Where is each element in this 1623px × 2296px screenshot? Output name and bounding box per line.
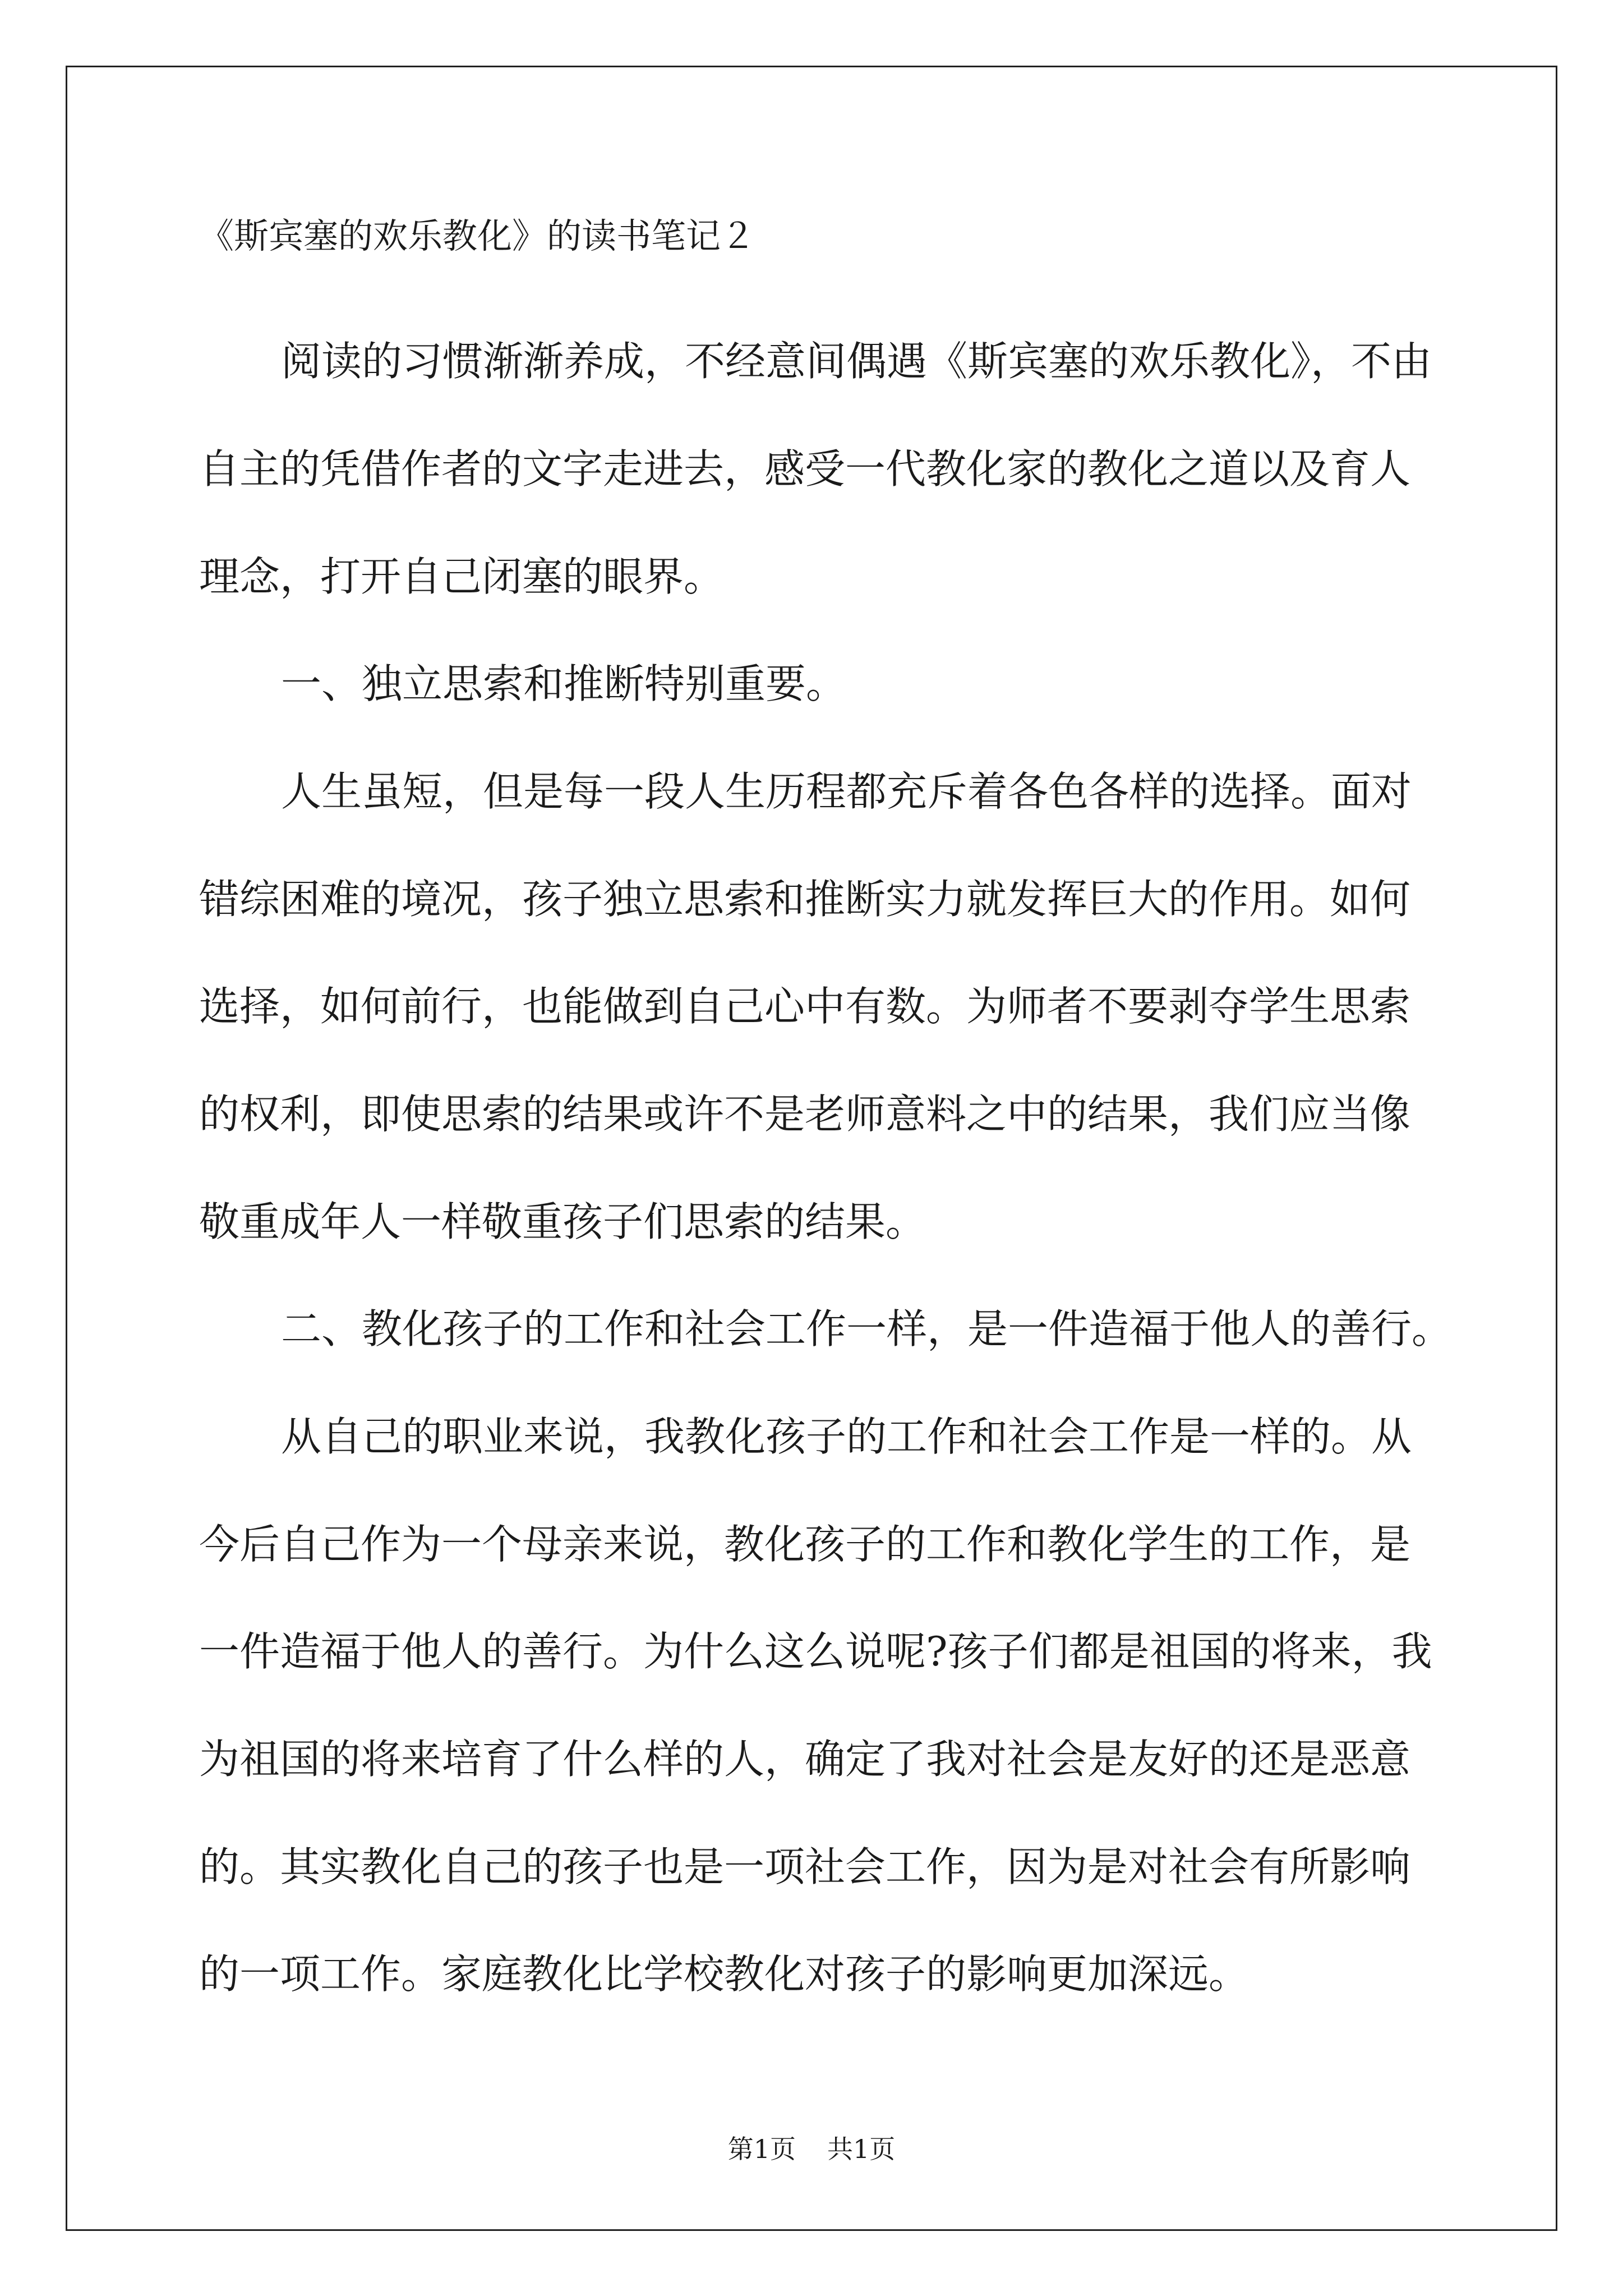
paragraph-line: 的。其实教化自己的孩子也是一项社会工作，因为是对社会有所影响	[199, 1843, 1411, 1890]
paragraph-line: 的一项工作。家庭教化比学校教化对孩子的影响更加深远。	[199, 1950, 1249, 1998]
page-border	[66, 66, 1557, 2231]
section-heading: 二、教化孩子的工作和社会工作一样，是一件造福于他人的善行。	[281, 1305, 1453, 1352]
paragraph-line: 敬重成年人一样敬重孩子们思索的结果。	[199, 1198, 926, 1245]
paragraph-line: 人生虽短，但是每一段人生历程都充斥着各色各样的选择。面对	[281, 768, 1412, 815]
page-number: 第1页	[727, 2134, 796, 2164]
paragraph-line: 为祖国的将来培育了什么样的人，确定了我对社会是友好的还是恶意	[199, 1736, 1411, 1783]
paragraph-line: 一件造福于他人的善行。为什么这么说呢?孩子们都是祖国的将来，我	[199, 1628, 1432, 1675]
page-footer	[0, 2136, 1623, 2162]
paragraph-line: 理念，打开自己闭塞的眼界。	[199, 553, 725, 600]
paragraph-line: 阅读的习惯渐渐养成，不经意间偶遇《斯宾塞的欢乐教化》，不由	[281, 338, 1432, 385]
paragraph-line: 选择，如何前行，也能做到自己心中有数。为师者不要剥夺学生思索	[199, 983, 1411, 1030]
paragraph-line: 从自己的职业来说，我教化孩子的工作和社会工作是一样的。从	[281, 1413, 1412, 1460]
paragraph-line: 今后自己作为一个母亲来说，教化孩子的工作和教化学生的工作，是	[199, 1521, 1411, 1568]
document-title: 《斯宾塞的欢乐教化》的读书笔记２	[199, 215, 756, 256]
paragraph-line: 自主的凭借作者的文字走进去，感受一代教化家的教化之道以及育人	[199, 445, 1411, 493]
paragraph-line: 的权利，即使思索的结果或许不是老师意料之中的结果，我们应当像	[199, 1091, 1411, 1138]
paragraph-line: 错综困难的境况，孩子独立思索和推断实力就发挥巨大的作用。如何	[199, 876, 1411, 923]
page-total: 共1页	[827, 2134, 896, 2164]
section-heading: 一、独立思索和推断特别重要。	[281, 660, 847, 707]
